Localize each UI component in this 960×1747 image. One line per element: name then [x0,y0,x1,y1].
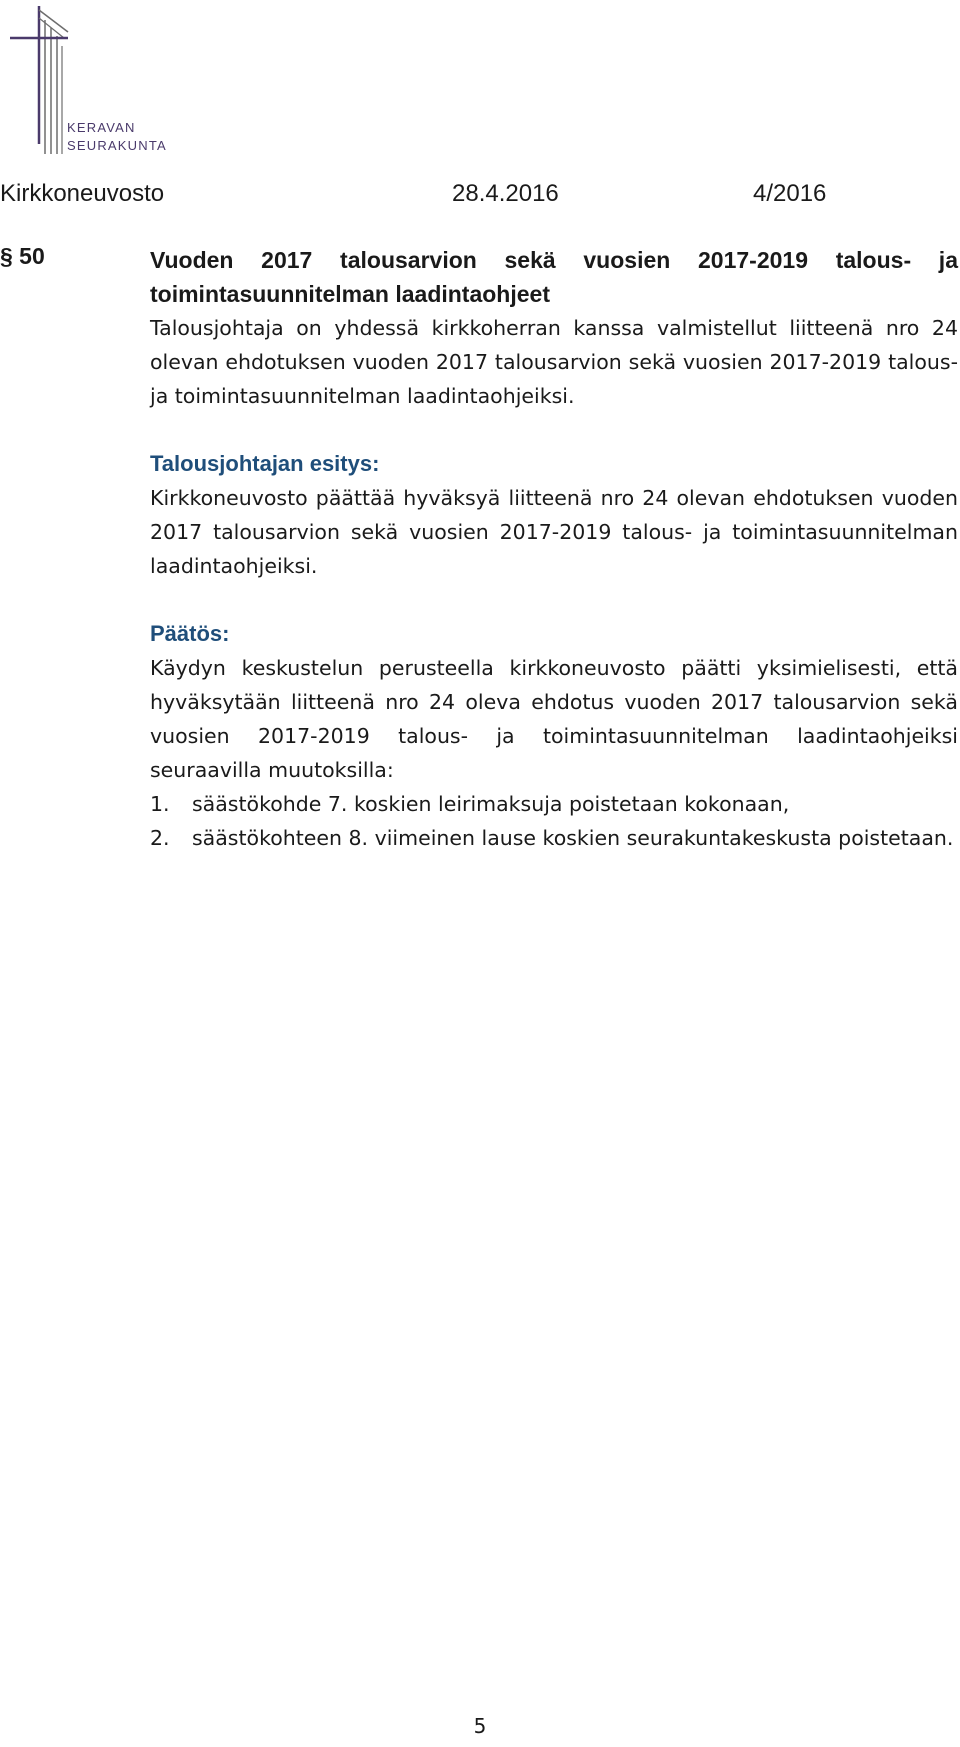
document-header [0,180,960,210]
list-item [150,787,958,821]
header-meeting-number: 4/2016 [753,180,827,207]
proposal-label: Talousjohtajan esitys: [150,451,380,476]
section-intro: Talousjohtaja on yhdessä kirkkoherran kanssa valmistellut liitteenä nro 24 olevan ehdotuksen vuoden 2017 talousarvion sekä vuosien 2017-2019 talous- ja toimintasuunnitelman laadintaohjeiksi. [150,316,958,408]
section-number: § 50 [0,243,45,269]
list-item-text: säästökohteen 8. viimeinen lause koskien seurakuntakeskusta poistetaan. [192,826,954,850]
page-number: 5 [473,1714,487,1738]
list-item-marker: 2. [150,826,170,850]
section-content [150,243,958,855]
list-item [150,821,958,855]
proposal-text: Kirkkoneuvosto päättää hyväksyä liitteenä nro 24 olevan ehdotuksen vuoden 2017 talousarvion sekä vuosien 2017-2019 talous- ja toimintasuunnitelman laadintaohjeiksi. [150,486,958,578]
list-item-marker: 1. [150,792,170,816]
decision-label: Päätös: [150,621,230,646]
logo [6,6,167,166]
logo-text-line2: SEURAKUNTA [67,138,167,153]
logo-text-line1: KERAVAN [67,120,136,135]
section-title: Vuoden 2017 talousarvion sekä vuosien 2017-2019 talous- ja toimintasuunnitelman laadintaohjeet [150,247,958,307]
list-item-text: säästökohde 7. koskien leirimaksuja poistetaan kokonaan, [192,792,790,816]
changes-list [150,787,958,855]
header-date: 28.4.2016 [452,180,559,207]
header-body-name: Kirkkoneuvosto [0,180,165,207]
decision-text: Käydyn keskustelun perusteella kirkkoneuvosto päätti yksimielisesti, että hyväksytään liitteenä nro 24 oleva ehdotus vuoden 2017 talousarvion sekä vuosien 2017-2019 talous- ja toimintasuunnitelman laadintaohjeiksi seuraavilla muutoksilla: [150,656,958,782]
